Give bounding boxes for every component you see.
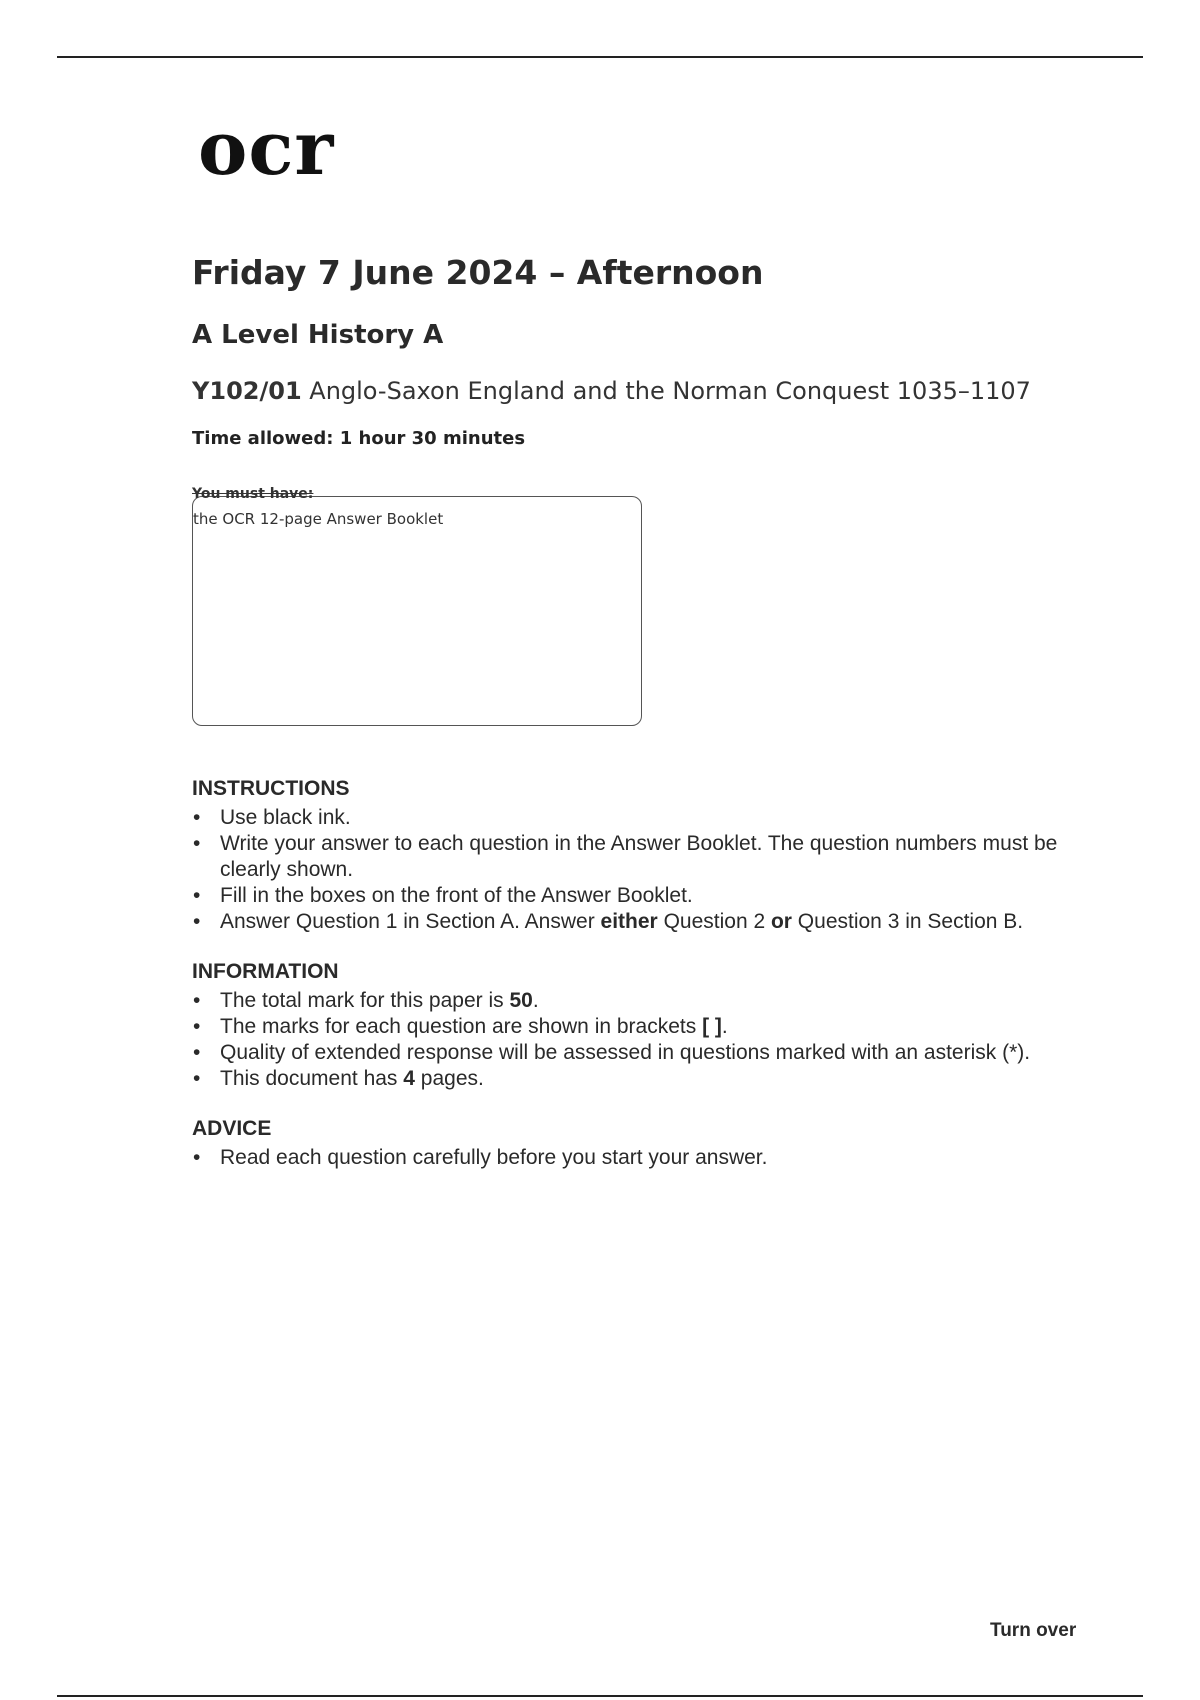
list-item <box>192 805 1092 831</box>
advice-section <box>192 1118 1092 1171</box>
list-item <box>192 831 1092 883</box>
instructions-section <box>192 778 1092 935</box>
item-text: . <box>721 1015 728 1038</box>
emphasis-text: or <box>770 910 792 933</box>
list-item <box>192 1040 1092 1066</box>
unit-code: Y102/01 <box>192 377 302 405</box>
instructions-list <box>192 805 1092 935</box>
exam-date: Friday 7 June 2024 – Afternoon <box>192 253 764 292</box>
item-text: Use black ink. <box>220 806 351 829</box>
information-heading: INFORMATION <box>192 960 339 983</box>
item-text: Quality of extended response will be assessed in questions marked with an asterisk (*). <box>220 1041 1031 1064</box>
emphasis-text: 4 <box>403 1067 415 1090</box>
list-item <box>192 988 1092 1014</box>
top-rule <box>57 56 1143 58</box>
list-item <box>192 1014 1092 1040</box>
list-item <box>192 909 1092 935</box>
item-text: Read each question carefully before you start your answer. <box>220 1146 768 1169</box>
item-text: Answer Question 1 in Section A. Answer <box>220 910 601 933</box>
time-allowed: Time allowed: 1 hour 30 minutes <box>192 428 526 449</box>
item-text: The total mark for this paper is <box>220 989 510 1012</box>
instructions-heading: INSTRUCTIONS <box>192 777 350 800</box>
item-text: This document has <box>220 1067 404 1090</box>
information-section <box>192 961 1092 1092</box>
emphasis-text: [ ] <box>702 1015 722 1038</box>
ocr-logo: ocr <box>198 106 335 192</box>
list-item <box>192 1066 1092 1092</box>
list-item <box>192 883 1092 909</box>
item-text: . <box>532 989 539 1012</box>
qualification-title: A Level History A <box>192 320 444 350</box>
must-have-item: the OCR 12-page Answer Booklet <box>193 510 444 528</box>
item-text: Question 2 <box>657 910 771 933</box>
item-text: pages. <box>414 1067 484 1090</box>
emphasis-text: 50 <box>509 989 533 1012</box>
advice-heading: ADVICE <box>192 1117 272 1140</box>
unit-title: Anglo-Saxon England and the Norman Conquest 1035–1107 <box>301 377 1031 405</box>
item-text: Fill in the boxes on the front of the Answer Booklet. <box>220 884 693 907</box>
item-text: The marks for each question are shown in brackets <box>220 1015 703 1038</box>
list-item <box>192 1145 1092 1171</box>
item-text: Question 3 in Section B. <box>791 910 1024 933</box>
advice-list <box>192 1145 1092 1171</box>
item-text: Write your answer to each question in the Answer Booklet. The question numbers must be clearly shown. <box>220 832 1058 881</box>
must-have-box <box>192 496 642 726</box>
information-list <box>192 988 1092 1092</box>
must-have-heading: You must have: <box>192 486 314 502</box>
unit-line <box>192 379 1031 403</box>
turn-over-label: Turn over <box>990 1620 1077 1641</box>
emphasis-text: either <box>600 910 658 933</box>
bottom-rule <box>57 1695 1143 1697</box>
